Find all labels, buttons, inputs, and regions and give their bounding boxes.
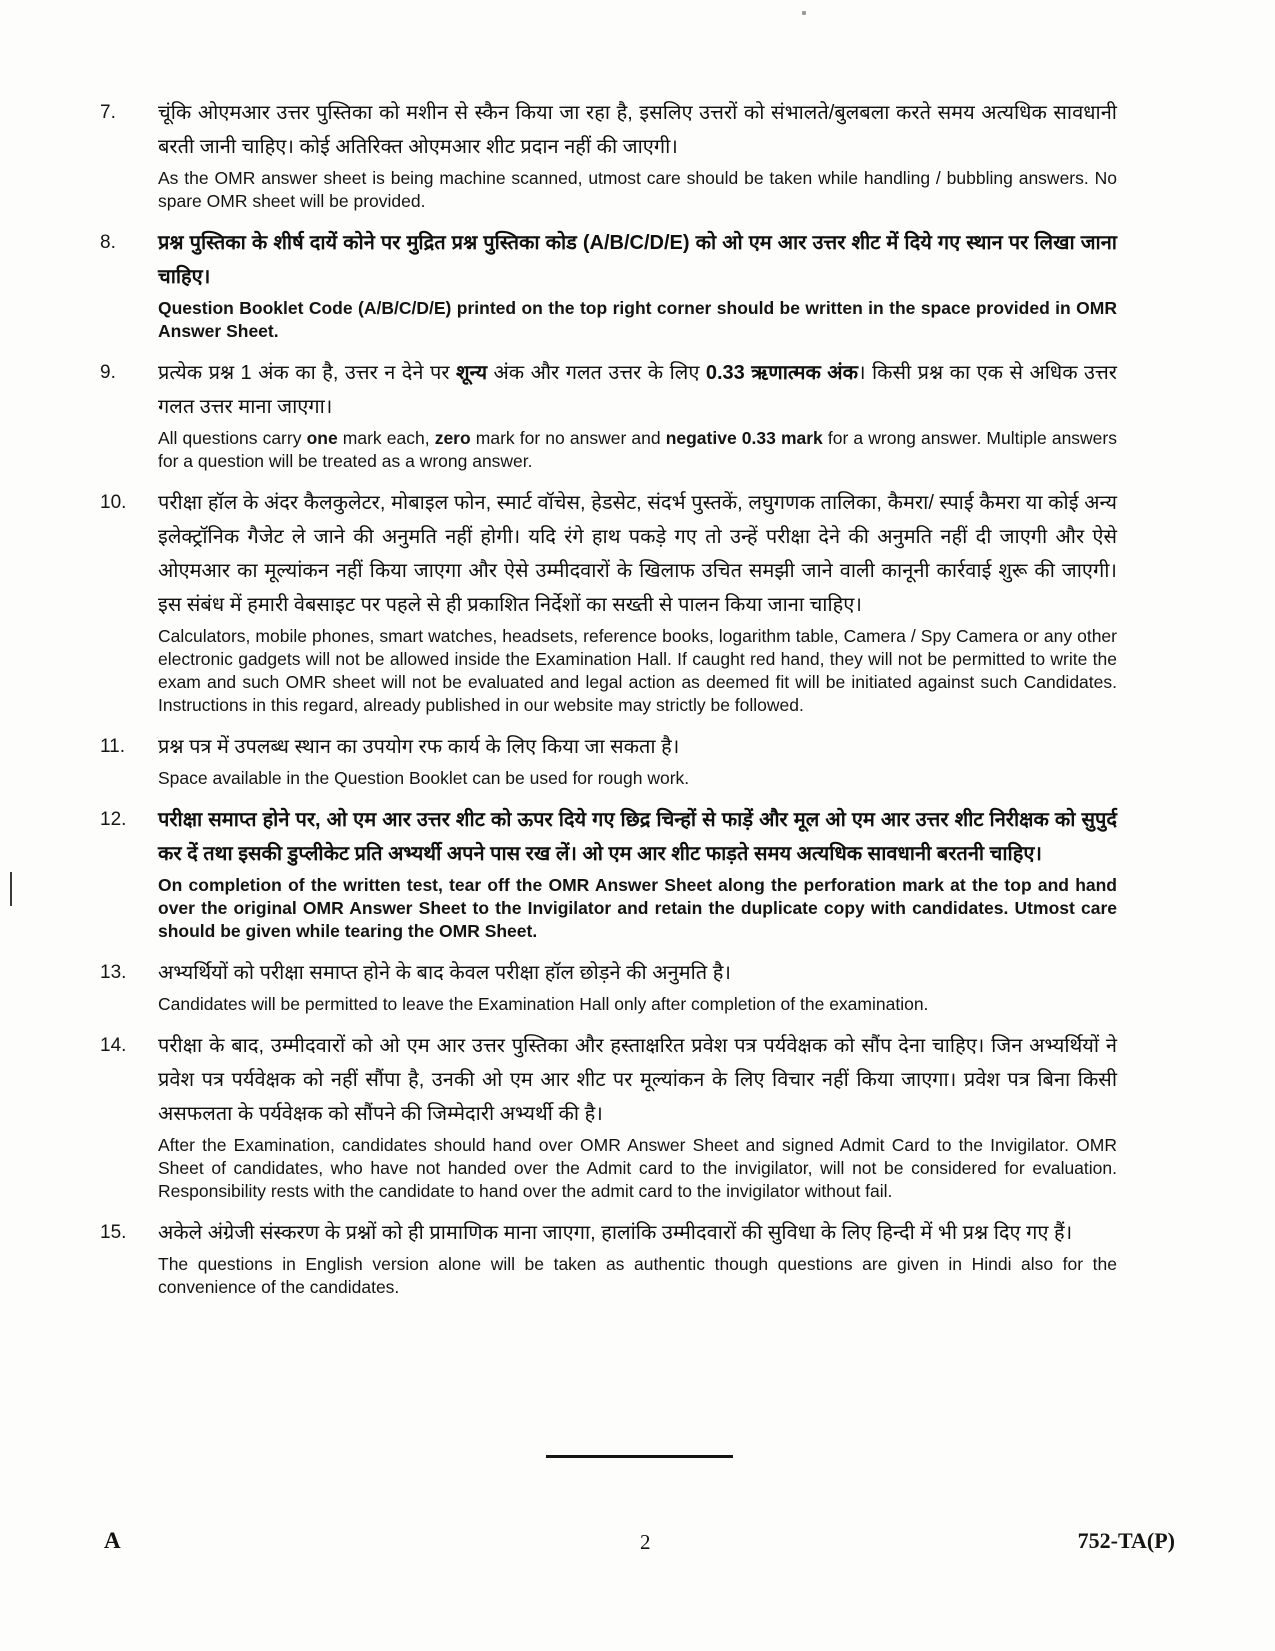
instruction-item-8 (100, 226, 1117, 343)
instruction-hindi-text: प्रश्न पत्र में उपलब्ध स्थान का उपयोग रफ कार्य के लिए किया जा सकता है। (158, 736, 680, 758)
instruction-number: 14. (100, 1035, 127, 1056)
scan-dash-artifact (10, 872, 12, 906)
instruction-number: 8. (100, 232, 116, 253)
instruction-hindi-text: चूंकि ओएमआर उत्तर पुस्तिका को मशीन से स्कैन किया जा रहा है, इसलिए उत्तरों को संभालते/बुलबला करते समय अत्यधिक सावधानी बरती जानी चाहिए। कोई अतिरिक्त ओएमआर शीट प्रदान नहीं की जाएगी। (158, 102, 1117, 158)
instruction-number: 15. (100, 1222, 127, 1243)
instruction-item-11 (100, 730, 1117, 790)
instruction-english-text: The questions in English version alone will be taken as authentic though questions are given in Hindi also for the convenience of the candidates. (158, 1254, 1117, 1297)
instruction-number: 13. (100, 962, 127, 983)
instruction-hindi-text: परीक्षा के बाद, उम्मीदवारों को ओ एम आर उत्तर पुस्तिका और हस्ताक्षरित प्रवेश पत्र पर्यवेक्षक को सौंप देना चाहिए। जिन अभ्यर्थियों ने प्रवेश पत्र पर्यवेक्षक को नहीं सौंपा है, उनकी ओ एम आर शीट पर मूल्यांकन के लिए विचार नहीं किया जाएगा। प्रवेश पत्र बिना किसी असफलता के पर्यवेक्षक को सौंपने की जिम्मेदारी अभ्यर्थी की है। (158, 1035, 1117, 1125)
instruction-number: 11. (100, 736, 126, 757)
instruction-hindi-text: परीक्षा समाप्त होने पर, ओ एम आर उत्तर शीट को ऊपर दिये गए छिद्र चिन्हों से फाड़ें और मूल ओ एम आर उत्तर शीट निरीक्षक को सुपुर्द कर दें तथा इसकी डुप्लीकेट प्रति अभ्यर्थी अपने पास रख लें। ओ एम आर शीट फाड़ते समय अत्यधिक सावधानी बरतनी चाहिए। (158, 809, 1117, 865)
instruction-hindi-text: प्रत्येक प्रश्न 1 अंक का है, उत्तर न देने पर शून्य अंक और गलत उत्तर के लिए 0.33 ऋणात्मक अंक। किसी प्रश्न का एक से अधिक उत्तर गलत उत्तर माना जाएगा। (158, 362, 1117, 418)
instruction-english-text: As the OMR answer sheet is being machine scanned, utmost care should be taken while handling / bubbling answers. No spare OMR sheet will be provided. (158, 168, 1117, 211)
instruction-item-7 (100, 96, 1117, 213)
instruction-hindi-text: अभ्यर्थियों को परीक्षा समाप्त होने के बाद केवल परीक्षा हॉल छोड़ने की अनुमति है। (158, 962, 731, 984)
instruction-item-13 (100, 956, 1117, 1016)
instruction-number: 12. (100, 809, 127, 830)
footer-booklet-code: A (104, 1528, 121, 1553)
instruction-number: 7. (100, 102, 116, 123)
instruction-english-text: After the Examination, candidates should hand over OMR Answer Sheet and signed Admit Card to the Invigilator. OMR Sheet of candidates, who have not handed over the Admit card to the invigilator, will not be considered for evaluation. Responsibility rests with the candidate to hand over the admit card to the invigilator without fail. (158, 1135, 1117, 1201)
instruction-number: 9. (100, 362, 116, 383)
footer-page-number: 2 (640, 1530, 651, 1554)
instruction-english-text: Question Booklet Code (A/B/C/D/E) printed on the top right corner should be written in the space provided in OMR Answer Sheet. (158, 298, 1117, 341)
instruction-english-text: Calculators, mobile phones, smart watches, headsets, reference books, logarithm table, Camera / Spy Camera or any other electronic gadgets will not be allowed inside the Examination Hall. If caught red hand, they will not be permitted to write the exam and such OMR sheet will not be evaluated and legal action as deemed fit will be initiated against such Candidates. Instructions in this regard, already published in our website may strictly be followed. (158, 626, 1117, 715)
instruction-hindi-text: प्रश्न पुस्तिका के शीर्ष दायें कोने पर मुद्रित प्रश्न पुस्तिका कोड (A/B/C/D/E) को ओ एम आर उत्तर शीट में दिये गए स्थान पर लिखा जाना चाहिए। (158, 232, 1117, 288)
instruction-item-15 (100, 1216, 1117, 1299)
instruction-item-14 (100, 1029, 1117, 1203)
section-divider (546, 1455, 733, 1458)
instruction-item-9 (100, 356, 1117, 473)
instruction-english-text: All questions carry one mark each, zero mark for no answer and negative 0.33 mark for a wrong answer. Multiple answers for a question will be treated as a wrong answer. (158, 428, 1117, 471)
instruction-english-text: Candidates will be permitted to leave the Examination Hall only after completion of the examination. (158, 994, 929, 1014)
instruction-english-text: Space available in the Question Booklet can be used for rough work. (158, 768, 690, 788)
scan-speck-artifact (802, 11, 806, 15)
instruction-number: 10. (100, 492, 127, 513)
footer-form-code: 752-TA(P) (1077, 1528, 1175, 1553)
instruction-item-12 (100, 803, 1117, 943)
instruction-item-10 (100, 486, 1117, 717)
instruction-hindi-text: अकेले अंग्रेजी संस्करण के प्रश्नों को ही प्रामाणिक माना जाएगा, हालांकि उम्मीदवारों की सुविधा के लिए हिन्दी में भी प्रश्न दिए गए हैं। (158, 1222, 1073, 1244)
instructions-list (100, 96, 1117, 1312)
instruction-english-text: On completion of the written test, tear off the OMR Answer Sheet along the perforation mark at the top and hand over the original OMR Answer Sheet to the Invigilator and retain the duplicate copy with candidates. Utmost care should be given while tearing the OMR Sheet. (158, 875, 1117, 941)
instruction-hindi-text: परीक्षा हॉल के अंदर कैलकुलेटर, मोबाइल फोन, स्मार्ट वॉचेस, हेडसेट, संदर्भ पुस्तकें, लघुगणक तालिका, कैमरा/ स्पाई कैमरा या कोई अन्य इलेक्ट्रॉनिक गैजेट ले जाने की अनुमति नहीं होगी। यदि रंगे हाथ पकड़े गए तो उन्हें परीक्षा देने की अनुमति नहीं दी जाएगी और ऐसे ओएमआर का मूल्यांकन नहीं किया जाएगा और ऐसे उम्मीदवारों के खिलाफ उचित समझी जाने वाली कानूनी कार्रवाई शुरू की जाएगी। इस संबंध में हमारी वेबसाइट पर पहले से ही प्रकाशित निर्देशों का सख्ती से पालन किया जाना चाहिए। (158, 492, 1117, 616)
